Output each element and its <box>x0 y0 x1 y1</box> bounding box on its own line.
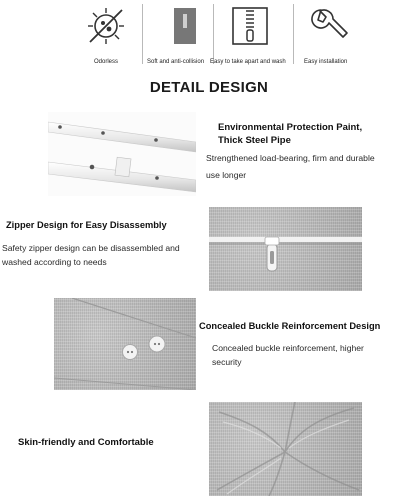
icon-label-odorless: Odorless <box>94 59 119 65</box>
section-heading: Skin-friendly and Comfortable <box>18 437 154 448</box>
text-line: use longer <box>206 170 247 180</box>
section-text <box>2 241 180 269</box>
divider <box>142 4 143 64</box>
heading-line: Thick Steel Pipe <box>218 135 291 146</box>
text-line: security <box>212 357 242 367</box>
divider <box>213 4 214 64</box>
text-line: Strengthened load-bearing, firm and durable <box>206 153 375 163</box>
section-text <box>212 341 364 369</box>
text-line: Safety zipper design can be disassembled and <box>2 243 180 253</box>
zipper-photo <box>209 207 362 291</box>
section-heading <box>218 121 362 147</box>
wrench-icon <box>309 2 353 52</box>
text-line: washed according to needs <box>2 257 107 267</box>
zipper-icon <box>228 2 272 52</box>
icon-label-zipper: Easy to take apart and wash <box>210 59 286 65</box>
fabric-texture-photo <box>209 402 362 496</box>
soft-pad-icon <box>163 2 207 52</box>
buckle-photo <box>54 298 196 390</box>
odorless-germ-icon <box>84 2 128 52</box>
text-line: Concealed buckle reinforcement, higher <box>212 343 364 353</box>
icon-label-installation: Easy installation <box>304 59 348 65</box>
icon-label-soft: Soft and anti-collision <box>147 59 205 65</box>
divider <box>293 4 294 64</box>
page-title: DETAIL DESIGN <box>149 79 269 96</box>
section-heading: Concealed Buckle Reinforcement Design <box>199 321 381 331</box>
steel-pipe-photo <box>48 112 196 196</box>
section-heading: Zipper Design for Easy Disassembly <box>6 220 167 230</box>
section-text <box>206 151 375 182</box>
heading-line: Environmental Protection Paint, <box>218 122 363 133</box>
